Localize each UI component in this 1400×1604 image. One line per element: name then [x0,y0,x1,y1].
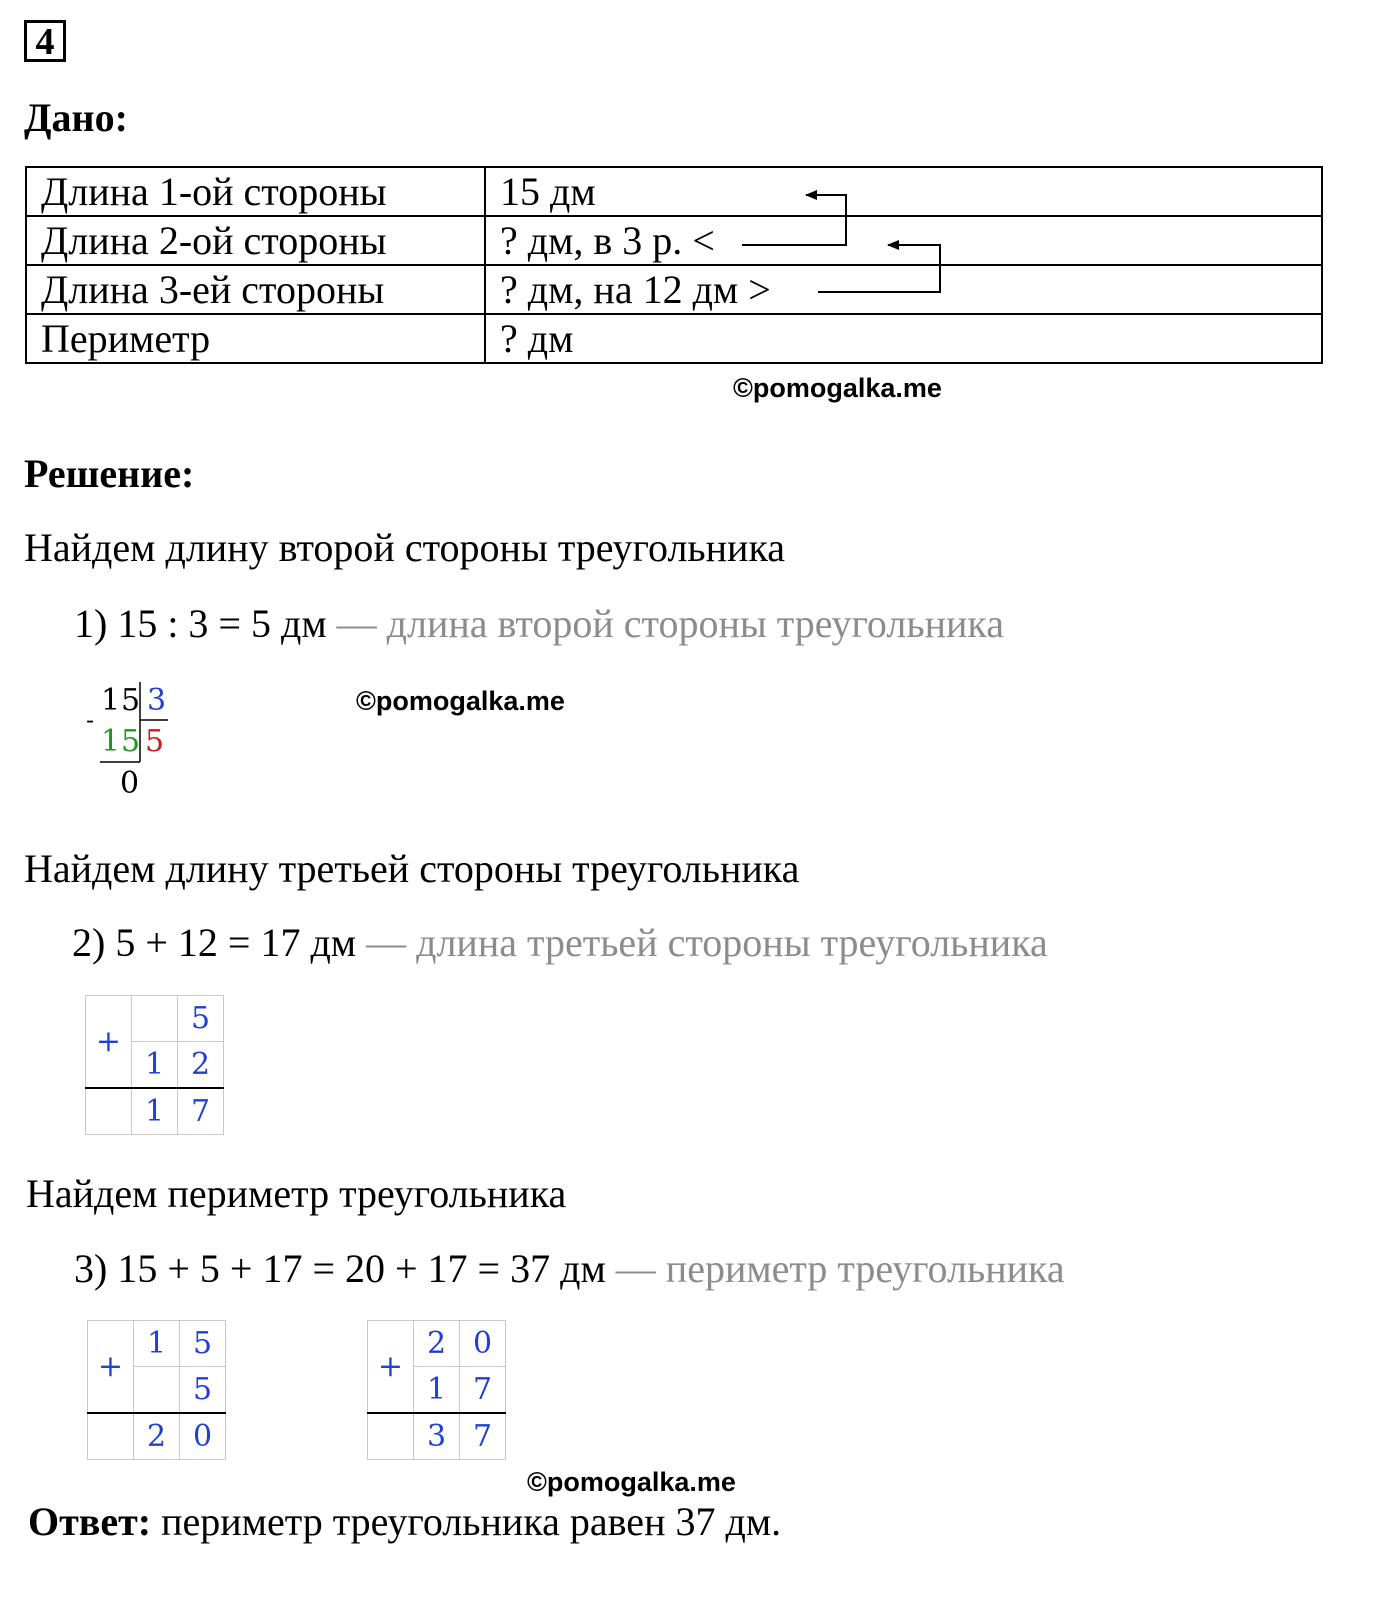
column-addition [85,995,224,1135]
quotient: 5 [145,724,165,759]
grid-cell: 5 [180,1321,226,1367]
step-comment: — периметр треугольника [615,1246,1065,1291]
given-label: Длина 1-ой стороны [26,167,485,216]
arrow-second-to-first [742,195,846,245]
column-addition [367,1320,506,1460]
given-label: Длина 2-ой стороны [26,216,485,265]
given-value: 15 дм [485,167,1322,216]
grid-cell [132,996,178,1042]
grid-cell: 2 [134,1413,180,1460]
step-equation: 2) 5 + 12 = 17 дм [72,920,357,965]
grid-cell [134,1367,180,1414]
grid-cell: 1 [134,1321,180,1367]
grid-cell: 3 [414,1413,460,1460]
step-equation: 1) 15 : 3 = 5 дм [74,601,327,646]
grid-cell: 5 [180,1367,226,1414]
grid-cell [88,1413,134,1460]
grid-cell [368,1413,414,1460]
divisor: 3 [147,683,167,718]
step-equation-line [72,919,1048,966]
grid-cell: 2 [178,1042,224,1089]
dividend-digit: 5 [121,683,141,718]
grid-cell: 7 [460,1367,506,1414]
subtrahend-digit: 5 [121,724,141,759]
watermark: ©pomogalka.me [527,1467,736,1497]
given-label: Длина 3-ей стороны [26,265,485,314]
arrow-third-to-second [818,245,940,292]
answer-line [28,1498,781,1545]
step-intro: Найдем длину третьей стороны треугольника [24,846,800,891]
grid-cell: 0 [460,1321,506,1367]
step-intro: Найдем длину второй стороны треугольника [24,525,786,570]
given-label: Периметр [26,314,485,363]
step-comment: — длина третьей стороны треугольника [366,920,1048,965]
column-addition [87,1320,226,1460]
remainder: 0 [120,766,140,801]
grid-cell: 1 [132,1088,178,1135]
step-comment: — длина второй стороны треугольника [336,601,1004,646]
grid-cell: 0 [180,1413,226,1460]
grid-cell: 5 [178,996,224,1042]
step-equation-line [74,600,1004,647]
answer-text: периметр треугольника равен 37 дм. [161,1499,782,1544]
plus-sign: + [88,1321,134,1414]
plus-sign: + [86,996,132,1089]
task-number: 4 [24,20,66,62]
watermark: ©pomogalka.me [733,373,942,403]
plus-sign: + [368,1321,414,1414]
dividend-digit: 1 [101,683,121,718]
given-value: ? дм [485,314,1322,363]
subtrahend-digit: 1 [101,724,121,759]
solution-heading: Решение: [24,451,195,496]
grid-cell: 2 [414,1321,460,1367]
given-value: ? дм, в 3 р. < [485,216,1322,265]
step-intro: Найдем периметр треугольника [26,1171,567,1216]
grid-cell: 7 [460,1413,506,1460]
grid-cell: 1 [132,1042,178,1089]
division-lines [90,678,180,778]
step-equation: 3) 15 + 5 + 17 = 20 + 17 = 37 дм [74,1246,606,1291]
given-value: ? дм, на 12 дм > [485,265,1322,314]
minus-sign: - [86,706,95,734]
answer-label: Ответ: [28,1499,152,1544]
watermark: ©pomogalka.me [356,686,565,716]
grid-cell [86,1088,132,1135]
grid-cell: 7 [178,1088,224,1135]
step-equation-line [74,1245,1065,1292]
grid-cell: 1 [414,1367,460,1414]
relation-arrows [0,0,1400,420]
given-heading: Дано: [24,95,128,140]
